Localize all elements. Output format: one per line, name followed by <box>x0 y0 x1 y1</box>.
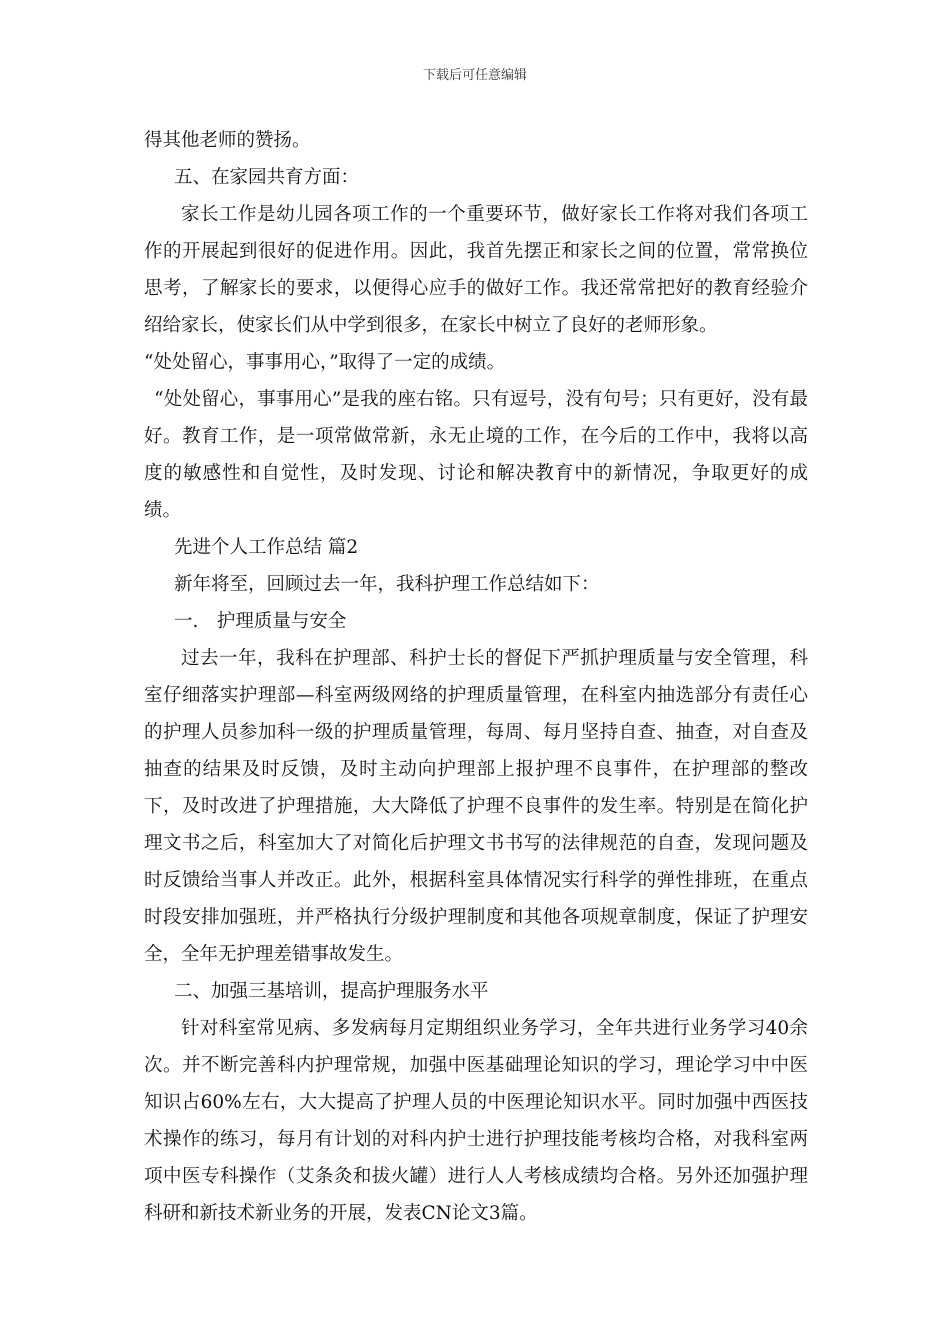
paragraph-continuation: 得其他老师的赞扬。 <box>144 130 311 151</box>
paragraph-motto-result: “处处留心，事事用心，”取得了一定的成绩。 <box>144 352 506 373</box>
section-heading-2: 二、加强三基培训，提高护理服务水平 <box>174 981 489 1002</box>
paragraph-intro: 新年将至，回顾过去一年，我科护理工作总结如下： <box>174 574 600 595</box>
article-title-2: 先进个人工作总结 篇2 <box>174 537 359 558</box>
paragraph-quality-safety: 过去一年，我科在护理部、科护士长的督促下严抓护理质量与安全管理，科室仔细落实护理部—科室两级网络的护理质量管理，在科室内抽选部分有责任心的护理人员参加科一级的护理质量管理，每周、每月坚持自查、抽查，对自查及抽查的结果及时反馈，及时主动向护理部上报护理不良事件，在护理部的整改下，及时改进了护理措施，大大降低了护理不良事件的发生率。特别是在简化护理文书之后，科室加大了对简化后护理文书书写的法律规范的自查，发现问题及时反馈给当事人并改正。此外，根据科室具体情况实行科学的弹性排班，在重点时段安排加强班，并严格执行分级护理制度和其他各项规章制度，保证了护理安全，全年无护理差错事故发生。 <box>144 648 808 965</box>
paragraph-training: 针对科室常见病、多发病每月定期组织业务学习，全年共进行业务学习40余次。并不断完善科内护理常规，加强中医基础理论知识的学习，理论学习中中医知识占60%左右，大大提高了护理人员的中医理论知识水平。同时加强中西医技术操作的练习，每月有计划的对科内护士进行护理技能考核均合格，对我科室两项中医专科操作（艾条灸和拔火罐）进行人人考核成绩均合格。另外还加强护理科研和新技术新业务的开展，发表CN论文3篇。 <box>144 1018 808 1224</box>
section-heading-5: 五、在家园共育方面： <box>174 167 360 188</box>
paragraph-motto: “处处留心，事事用心”是我的座右铭。只有逗号，没有句号；只有更好，没有最好。教育工作，是一项常做常新，永无止境的工作，在今后的工作中，我将以高度的敏感性和自觉性，及时发现、讨论和解决教育中的新情况，争取更好的成绩。 <box>144 389 808 521</box>
document-body <box>144 122 808 1232</box>
paragraph-parent-work: 家长工作是幼儿园各项工作的一个重要环节，做好家长工作将对我们各项工作的开展起到很好的促进作用。因此，我首先摆正和家长之间的位置，常常换位思考，了解家长的要求，以便得心应手的做好工作。我还常常把好的教育经验介绍给家长，使家长们从中学到很多，在家长中树立了良好的老师形象。 <box>144 204 808 336</box>
page-header: 下载后可任意编辑 <box>422 68 527 83</box>
section-heading-1: 一. 护理质量与安全 <box>174 611 347 632</box>
